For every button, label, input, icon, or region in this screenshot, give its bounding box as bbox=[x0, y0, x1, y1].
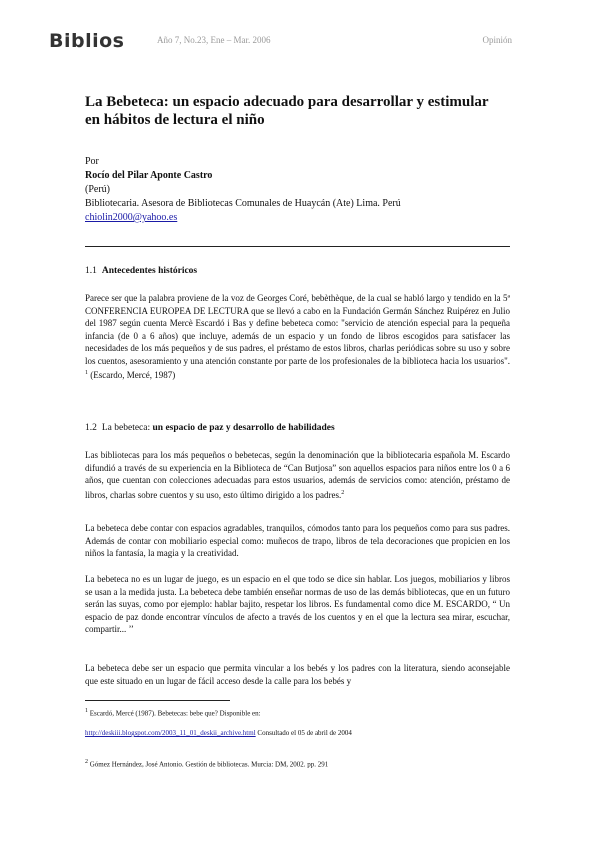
footnote-mark: 1 bbox=[85, 708, 88, 714]
footnote-ref[interactable]: 2 bbox=[341, 489, 345, 496]
paragraph-text: La bebeteca no es un lugar de juego, es un espacio en el que todo se dice sin hablar. Los juegos, mobiliarios y libros se usan a la medida justa. La bebeteca debe también enseñar normas de uso de las demás bibliotecas, que en un futuro serán las suyas, como por ejemplo: hablar bajito, respetar los libros. Es fundamental como dice M. ESCARDO, “ Un espacio de paz donde encontrar vínculos de afecto a través de los cuentos y en el que la lectura sea mirar, escuchar, compartir... ’’ bbox=[85, 574, 510, 634]
section-heading-1-2 bbox=[85, 423, 510, 433]
footnote-link[interactable]: http://deskiii.blogspot.com/2003_11_01_deskii_archive.html bbox=[85, 729, 256, 737]
paragraph bbox=[85, 449, 510, 501]
author-name: Rocío del Pilar Aponte Castro bbox=[85, 170, 213, 181]
paragraph bbox=[85, 292, 510, 382]
paragraph bbox=[85, 522, 510, 560]
paragraph-text: La bebeteca debe ser un espacio que permita vincular a los bebés y los padres con la literatura, siendo aconsejable que este situado en un lugar de fácil acceso desde la calle para los bebés y bbox=[85, 663, 510, 686]
issue-info: Año 7, No.23, Ene – Mar. 2006 bbox=[157, 35, 271, 45]
footnote-text: Escardó, Mercé (1987). Bebetecas: bebe que? Disponible en: bbox=[89, 709, 261, 718]
author-block bbox=[85, 155, 505, 225]
footnote-text: Gómez Hernández, José Antonio. Gestión de bibliotecas. Murcia: DM, 2002. pp. 291 bbox=[89, 760, 329, 769]
section-label: Opinión bbox=[482, 35, 512, 45]
footnote-1 bbox=[85, 706, 510, 718]
footnote-mark: 2 bbox=[85, 759, 88, 765]
author-country: (Perú) bbox=[85, 184, 110, 195]
paragraph-text: La bebeteca debe contar con espacios agradables, tranquilos, cómodos tanto para los pequeños como para sus padres. Además de contar con mobiliario especial como: muñecos de trapo, libros de tela decoraciones que propicien en los niños la fantasía, la magia y la creatividad. bbox=[85, 523, 510, 558]
paragraph bbox=[85, 573, 510, 636]
author-by: Por bbox=[85, 156, 99, 167]
author-affiliation: Bibliotecaria. Asesora de Bibliotecas Comunales de Huaycán (Ate) Lima. Perú bbox=[85, 198, 401, 209]
footnote-consulted: Consultado el 05 de abril de 2004 bbox=[255, 729, 352, 737]
section-title: un espacio de paz y desarrollo de habilidades bbox=[152, 423, 335, 433]
paragraph-text: Parece ser que la palabra proviene de la voz de Georges Coré, bebèthèque, de la cual se habló largo y tendido en la 5ª CONFERENCIA EUROPEA DE LECTURA que se llevó a cabo en la Fundación Germán Sánchez Ruipérez en Julio del 1987 según cuenta Mercè Escardó i Bas y define bebeteca como: "servicio de atención especial para la pequeña infancia (de 0 a 6 años) que incluye, además de un espacio y un fondo de libros escogidos para satisfacer las necesidades de los más pequeños y de sus padres, el préstamo de estos libros, charlas periódicas sobre su uso y sobre los cuentos, asesoramiento y una atención constante por parte de los profesionales de la biblioteca hacia los usuarios". bbox=[85, 293, 510, 366]
paragraph-text: Las bibliotecas para los más pequeños o bebetecas, según la denominación que la bibliotecaria española M. Escardo difundió a través de su experiencia en la Biblioteca de “Can Butjosa” son aquellos espacios para niños entre los 0 a 6 años, que cuentan con colecciones adecuadas para estos usuarios, además de servicios como: atención, préstamo de libros, charlas sobre cuentos y su uso, esto último dirigido a los padres. bbox=[85, 450, 510, 500]
paragraph-citation: (Escardo, Mercé, 1987) bbox=[88, 370, 176, 380]
article-title: La Bebeteca: un espacio adecuado para desarrollar y estimular en hábitos de lectura el niño bbox=[85, 94, 489, 128]
biblios-logo: Biblios bbox=[49, 30, 125, 52]
section-title-lead: La bebeteca: bbox=[101, 423, 151, 433]
section-heading-1-1 bbox=[85, 266, 510, 276]
footnote-rule bbox=[85, 700, 230, 701]
section-title: Antecedentes históricos bbox=[101, 266, 198, 276]
section-number: 1.2 bbox=[85, 423, 97, 433]
author-email-link[interactable]: chiolin2000@yahoo.es bbox=[85, 212, 178, 223]
paragraph bbox=[85, 662, 510, 687]
divider bbox=[85, 246, 510, 247]
section-number: 1.1 bbox=[85, 266, 97, 276]
footnote-1-link-line bbox=[85, 728, 510, 738]
footnote-ref[interactable]: 1 bbox=[85, 370, 88, 376]
footnote-2 bbox=[85, 757, 510, 769]
